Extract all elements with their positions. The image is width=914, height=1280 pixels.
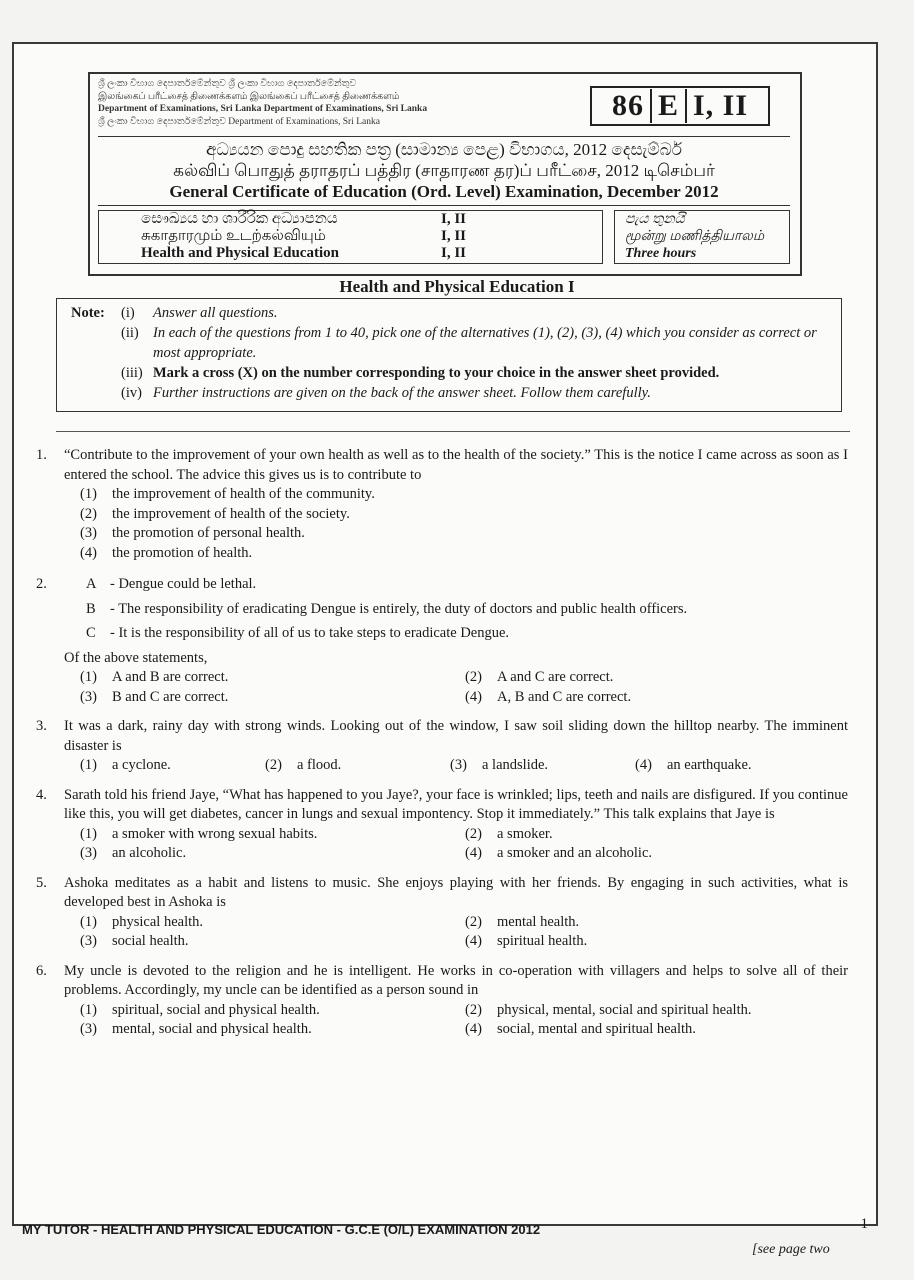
statement-text: - The responsibility of eradicating Dengue is entirely, the duty of doctors and public health officers. bbox=[110, 600, 688, 617]
options bbox=[80, 825, 848, 864]
option-text: physical, mental, social and spiritual health. bbox=[497, 1001, 752, 1018]
statement-letter: C bbox=[86, 625, 96, 641]
option-number: (1) bbox=[80, 825, 97, 842]
question-5 bbox=[36, 874, 848, 952]
option bbox=[465, 932, 848, 952]
option-number: (2) bbox=[465, 825, 482, 842]
duration-english: Three hours bbox=[625, 246, 697, 261]
option-number: (1) bbox=[80, 913, 97, 930]
department-banner bbox=[98, 78, 588, 130]
paper-numbers: I, II bbox=[685, 89, 754, 123]
option-text: A and B are correct. bbox=[112, 669, 229, 685]
options bbox=[80, 913, 848, 952]
note-label: Note: bbox=[71, 305, 105, 321]
option-text: a flood. bbox=[297, 757, 342, 773]
option-number: (2) bbox=[465, 913, 482, 930]
option bbox=[80, 505, 848, 525]
option-text: the improvement of health of the community. bbox=[112, 486, 375, 502]
paper-english: I, II bbox=[441, 245, 467, 261]
option-number: (1) bbox=[80, 757, 97, 773]
option bbox=[465, 825, 848, 845]
paper-tamil: I, II bbox=[441, 228, 467, 244]
question-number: 2. bbox=[36, 576, 47, 592]
paper-code bbox=[590, 86, 770, 126]
note-item bbox=[121, 383, 833, 403]
statement-letter: A bbox=[86, 576, 97, 592]
option-text: the improvement of health of the society. bbox=[112, 505, 350, 522]
exam-title-sinhala: අධ්‍යයන පොදු සහතික පත්‍ර (සාමාන්‍ය පෙළ) විභාගය, 2012 දෙසැම්බර් bbox=[205, 140, 683, 159]
option bbox=[80, 1001, 465, 1021]
statement bbox=[86, 624, 848, 644]
option-number: (3) bbox=[80, 933, 97, 949]
option-text: mental, social and physical health. bbox=[112, 1021, 312, 1037]
option bbox=[465, 688, 848, 708]
subject-sinhala: සෞඛ්‍යය හා ශාරීරික අධ්‍යාපනය bbox=[141, 211, 338, 227]
note-text: Further instructions are given on the back of the answer sheet. Follow them carefully. bbox=[153, 385, 651, 401]
option bbox=[80, 668, 465, 688]
note-item bbox=[121, 363, 833, 383]
option bbox=[80, 844, 465, 864]
duration-sinhala: පැය තුනයි bbox=[625, 212, 685, 227]
option-number: (2) bbox=[265, 757, 282, 773]
exam-title-tamil: கல்விப் பொதுத் தராதரப் பத்திர (சாதாரண தர)ப் பரீட்சை, 2012 டிசெம்பர் bbox=[173, 161, 715, 180]
option-text: an alcoholic. bbox=[112, 845, 187, 861]
question-number: 1. bbox=[36, 447, 47, 463]
option bbox=[80, 485, 848, 505]
option-text: A, B and C are correct. bbox=[497, 688, 632, 705]
dept-line: ශ්‍රී ලංකා විභාග දෙපාර්තමේන්තුව Department of Examinations, Sri Lanka bbox=[98, 116, 380, 127]
option-number: (3) bbox=[80, 688, 97, 705]
option bbox=[465, 913, 848, 933]
option bbox=[80, 932, 465, 952]
note-number: (ii) bbox=[121, 325, 139, 341]
option-text: a smoker and an alcoholic. bbox=[497, 845, 653, 861]
footer-title: MY TUTOR - HEALTH AND PHYSICAL EDUCATION - G.C.E (O/L) EXAMINATION 2012 bbox=[22, 1222, 541, 1237]
duration-box bbox=[614, 210, 790, 264]
statement-text: - It is the responsibility of all of us to take steps to eradicate Dengue. bbox=[110, 625, 510, 641]
question-2 bbox=[36, 575, 848, 707]
note-number: (iii) bbox=[121, 365, 143, 381]
option-text: a cyclone. bbox=[112, 757, 171, 773]
note-text: In each of the questions from 1 to 40, pick one of the alternatives (1), (2), (3), (4) which you consider as correct or most appropriate. bbox=[153, 325, 817, 361]
question-stem: “Contribute to the improvement of your own health as well as to the health of the society.” This is the notice I came across as soon as I entered the school. The advice this gives us is to contribute to bbox=[64, 447, 848, 483]
option bbox=[635, 756, 820, 776]
option-number: (4) bbox=[635, 757, 652, 773]
option bbox=[80, 544, 848, 564]
options bbox=[80, 668, 848, 707]
option-text: spiritual health. bbox=[497, 933, 588, 949]
statement-text: - Dengue could be lethal. bbox=[110, 576, 257, 592]
option-number: (1) bbox=[80, 1001, 97, 1018]
option-text: the promotion of personal health. bbox=[112, 525, 305, 541]
instructions-box bbox=[56, 298, 842, 412]
option bbox=[80, 913, 465, 933]
option-number: (3) bbox=[80, 845, 97, 861]
note-item bbox=[121, 323, 833, 363]
option bbox=[450, 756, 635, 776]
option-text: social health. bbox=[112, 933, 189, 949]
option bbox=[465, 1001, 848, 1021]
options bbox=[80, 756, 848, 776]
medium-code: E bbox=[650, 89, 685, 123]
subject-tamil: சுகாதாரமும் உடற்கல்வியும் bbox=[141, 228, 326, 244]
option bbox=[465, 668, 848, 688]
paper-title: Health and Physical Education I bbox=[339, 277, 575, 296]
exam-title bbox=[98, 136, 790, 206]
see-next-page: [see page two bbox=[752, 1242, 830, 1257]
option-number: (3) bbox=[450, 757, 467, 773]
subject-english: Health and Physical Education bbox=[141, 245, 339, 261]
option-text: the promotion of health. bbox=[112, 544, 253, 561]
option-text: A and C are correct. bbox=[497, 669, 614, 685]
question-4 bbox=[36, 786, 848, 864]
question-stem: Sarath told his friend Jaye, “What has happened to you Jaye?, your face is wrinkled; lips, teeth and nails are disfigured. If you continue like this, you will get diabetes, cancer in lungs and sexual impontency. Stop it immediately.” This talk explains that Jaye is bbox=[64, 786, 848, 822]
note-text: Mark a cross (X) on the number corresponding to your choice in the answer sheet provided. bbox=[153, 365, 720, 381]
option-text: mental health. bbox=[497, 913, 580, 930]
option bbox=[265, 756, 450, 776]
options bbox=[80, 1001, 848, 1040]
exam-header bbox=[88, 72, 802, 276]
option-number: (2) bbox=[465, 1001, 482, 1018]
question-list bbox=[36, 446, 848, 1050]
option-number: (1) bbox=[80, 669, 97, 685]
option-number: (2) bbox=[465, 669, 482, 685]
question-number: 4. bbox=[36, 786, 47, 803]
option-text: a smoker. bbox=[497, 825, 553, 842]
question-stem: Of the above statements, bbox=[64, 649, 208, 666]
statements bbox=[86, 575, 848, 644]
option-number: (4) bbox=[80, 544, 97, 561]
page-number: 1 bbox=[860, 1216, 868, 1232]
note-list bbox=[121, 303, 833, 403]
note-number: (i) bbox=[121, 305, 135, 321]
option-text: a smoker with wrong sexual habits. bbox=[112, 825, 318, 842]
statement bbox=[86, 600, 848, 620]
question-stem: Ashoka meditates as a habit and listens to music. She enjoys playing with her friends. By engaging in such activities, what is developed best in Ashoka is bbox=[64, 874, 848, 910]
option bbox=[465, 1020, 848, 1040]
divider bbox=[56, 431, 850, 432]
question-number: 6. bbox=[36, 962, 47, 979]
option bbox=[80, 756, 265, 776]
question-stem: It was a dark, rainy day with strong winds. Looking out of the window, I saw soil sliding down the hilltop nearby. The imminent disaster is bbox=[64, 718, 848, 754]
question-6 bbox=[36, 962, 848, 1040]
option bbox=[80, 825, 465, 845]
dept-line: ශ්‍රී ලංකා විභාග දෙපාර්තමේන්තුව ශ්‍රී ලංකා විභාග දෙපාර්තමේන්තුව bbox=[98, 79, 357, 89]
subject-box bbox=[98, 210, 603, 264]
duration-tamil: மூன்று மணித்தியாலம் bbox=[625, 229, 765, 244]
statement bbox=[86, 575, 848, 595]
option-number: (4) bbox=[465, 933, 482, 949]
note-item bbox=[121, 303, 833, 323]
option-number: (4) bbox=[465, 688, 482, 705]
option-number: (1) bbox=[80, 486, 97, 502]
option bbox=[80, 688, 465, 708]
option-number: (4) bbox=[465, 845, 482, 861]
paper-sinhala: I, II bbox=[441, 211, 467, 227]
dept-line: இலங்கைப் பரீட்சைத் திணைக்களம் இலங்கைப் பரீட்சைத் திணைக்களம் bbox=[98, 91, 400, 102]
option-number: (4) bbox=[465, 1021, 482, 1037]
option-number: (3) bbox=[80, 1021, 97, 1037]
option-text: B and C are correct. bbox=[112, 688, 229, 705]
option bbox=[80, 524, 848, 544]
option bbox=[465, 844, 848, 864]
note-number: (iv) bbox=[121, 385, 142, 401]
question-number: 5. bbox=[36, 874, 47, 891]
question-3 bbox=[36, 717, 848, 776]
note-text: Answer all questions. bbox=[153, 305, 278, 321]
option-number: (3) bbox=[80, 525, 97, 541]
option-number: (2) bbox=[80, 505, 97, 522]
question-stem: My uncle is devoted to the religion and he is intelligent. He works in co-operation with villagers and helps to solve all of their problems. Accordingly, my uncle can be identified as a person sound in bbox=[64, 962, 848, 998]
dept-line: Department of Examinations, Sri Lanka Department of Examinations, Sri Lanka bbox=[98, 104, 428, 114]
exam-title-english: General Certificate of Education (Ord. Level) Examination, December 2012 bbox=[169, 182, 719, 201]
option-text: spiritual, social and physical health. bbox=[112, 1001, 320, 1018]
subject-code: 86 bbox=[611, 89, 644, 122]
question-1 bbox=[36, 446, 848, 563]
option-text: an earthquake. bbox=[667, 757, 752, 773]
statement-letter: B bbox=[86, 600, 96, 617]
option bbox=[80, 1020, 465, 1040]
options bbox=[80, 485, 848, 563]
option-text: a landslide. bbox=[482, 757, 549, 773]
option-text: physical health. bbox=[112, 913, 204, 930]
question-number: 3. bbox=[36, 718, 47, 734]
option-text: social, mental and spiritual health. bbox=[497, 1021, 696, 1037]
